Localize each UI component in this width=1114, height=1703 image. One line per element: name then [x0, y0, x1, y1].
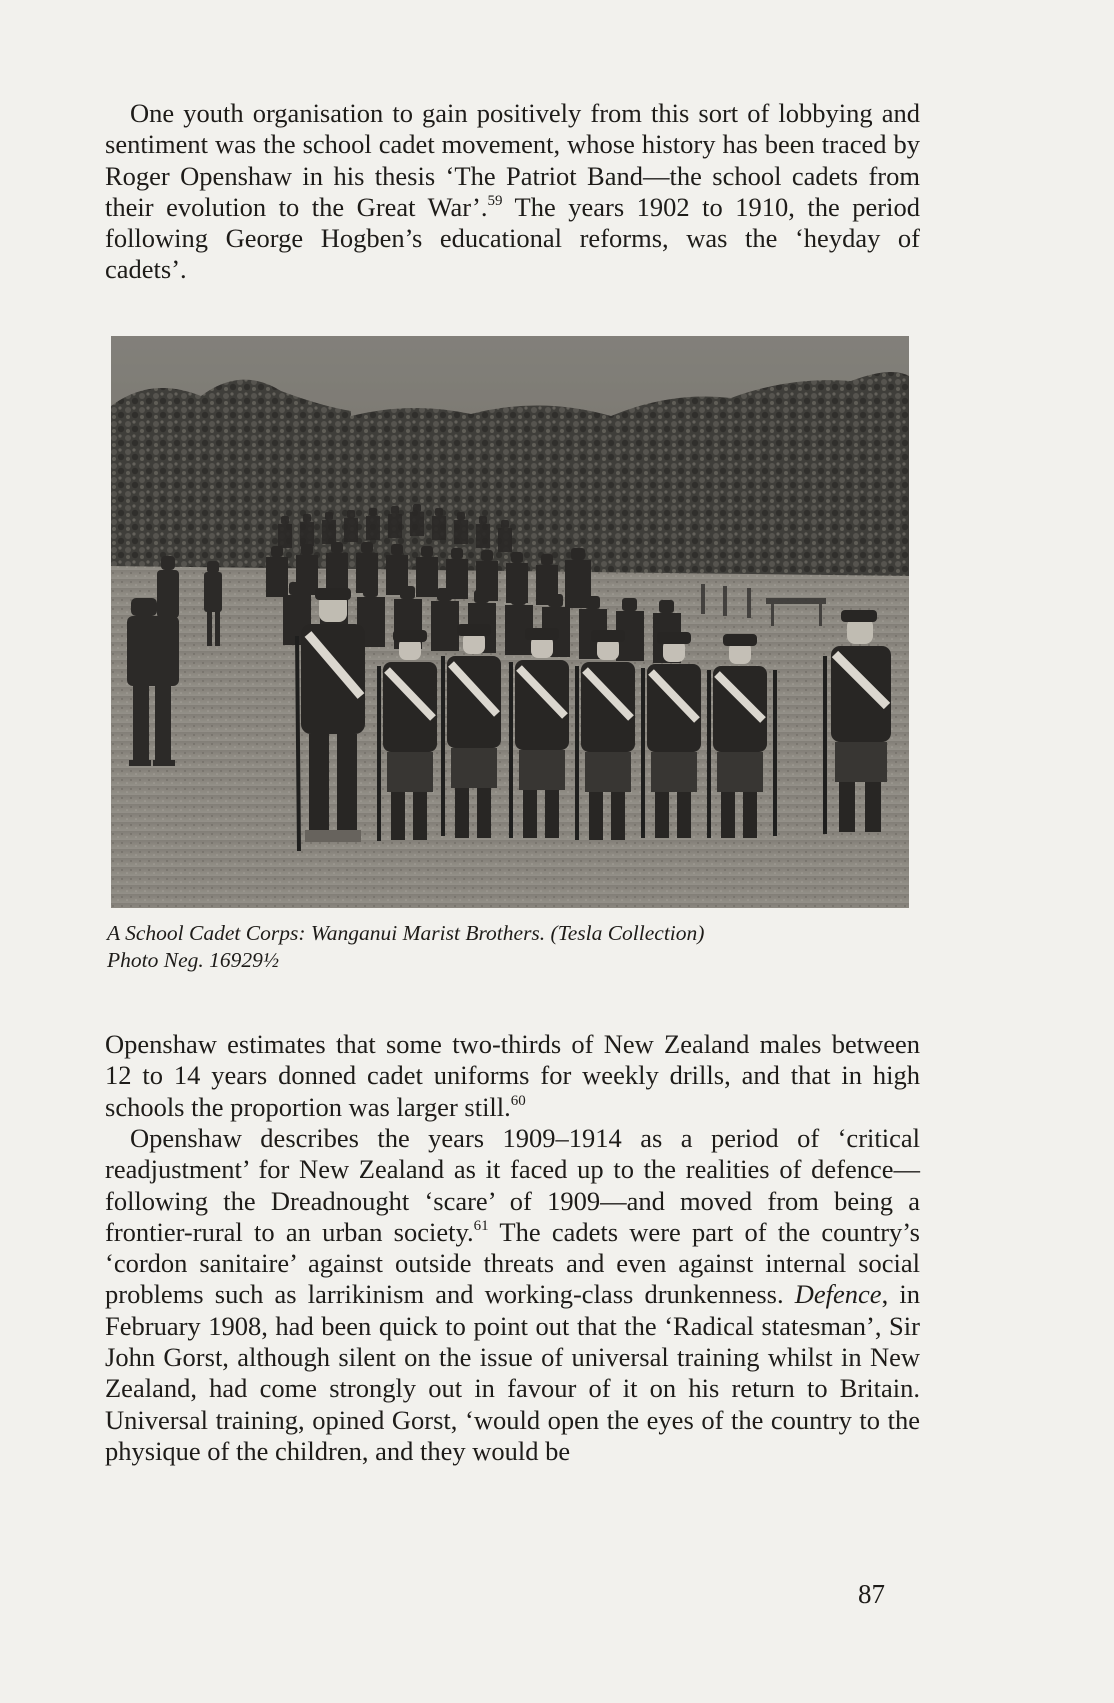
paragraph-text: Openshaw describes the years 1909–1914 as a period of ‘critical readjustment’ for New Zealand as it faced up to the realities of defence—following the Dreadnought ‘scare’ of 1909—and moved from being a frontier-rural to an urban society.: [105, 1123, 920, 1247]
paragraph-text: One youth organisation to gain positively from this sort of lobbying and sentiment was the school cadet movement, whose history has been traced by Roger Openshaw in his thesis ‘The Patriot Band—the school cadets from their evolution to the Great War’.: [105, 98, 920, 222]
paragraph-text: The years 1902 to 1910, the period following George Hogben’s educational reforms, was the ‘heyday of cadets’.: [105, 191, 920, 285]
paragraph-text: The cadets were part of the country’s ‘cordon sanitaire’ against outside threats and even against internal social problems such as larrikinism and working-class drunkenness.: [105, 1216, 920, 1310]
caption-line-negative: Photo Neg. 16929½: [107, 948, 279, 972]
paragraph-text: , in February 1908, had been quick to point out that the ‘Radical statesman’, Sir John Gorst, although silent on the issue of universal training whilst in New Zealand, had come strongly out in favour of it on his return to Britain. Universal training, opined Gorst, ‘would open the eyes of the country to the physique of the children, and they would be: [105, 1279, 920, 1466]
paragraph-school-cadet-movement: [105, 98, 920, 286]
cadet-corps-photograph: [111, 336, 909, 908]
footnote-ref-60[interactable]: 60: [510, 1092, 526, 1109]
footnote-ref-61[interactable]: 61: [473, 1217, 489, 1234]
page-number: 87: [858, 1579, 885, 1609]
paragraph-openshaw-estimates: [105, 1029, 920, 1123]
paragraph-critical-readjustment: [105, 1123, 920, 1467]
paragraph-text: Openshaw estimates that some two-thirds of New Zealand males between 12 to 14 years donned cadet uniforms for weekly drills, and that in high schools the proportion was larger still.: [105, 1029, 920, 1122]
figure-caption: [107, 920, 907, 974]
footnote-ref-59[interactable]: 59: [487, 192, 503, 209]
caption-line-title: A School Cadet Corps: Wanganui Marist Brothers. (Tesla Collection): [107, 921, 705, 945]
periodical-title-defence: Defence: [794, 1279, 882, 1310]
